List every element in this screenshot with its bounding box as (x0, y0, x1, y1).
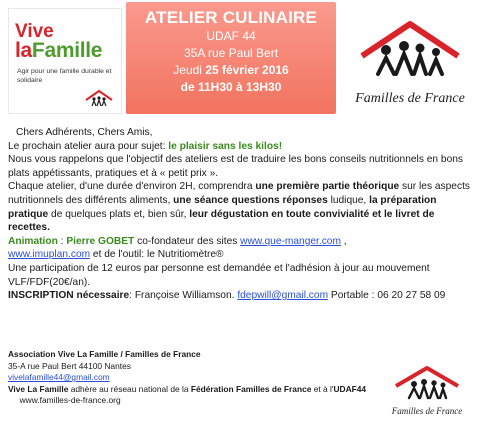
logo-la: la (15, 39, 32, 62)
animation-paragraph (8, 235, 474, 262)
familles-de-france-small-icon (84, 88, 114, 110)
p2-a: Chaque atelier, d'une durée d'environ 2H, comprendra (8, 181, 256, 193)
anim-text: co-fondateur des sites (134, 235, 241, 247)
banner-date (126, 62, 336, 79)
subject-line (8, 140, 474, 154)
anim-text2: et de l'outil: le Nutritiomètre® (90, 249, 224, 261)
familles-de-france-logo (348, 8, 472, 112)
logo-famille: Famille (31, 39, 103, 62)
p2-g: de quelques plats et, bien sûr, (48, 208, 190, 220)
logo-vive: Vive (15, 21, 54, 42)
footer-adhere-d: et à l' (311, 383, 334, 394)
logo-la-famille (15, 39, 102, 63)
animator-name: Pierre GOBET (66, 235, 135, 247)
footer-email-link[interactable]: vivelafamille44@gmail.com (8, 372, 110, 383)
footer-adhere-b: adhère au réseau national de la (68, 383, 191, 394)
banner-title: ATELIER CULINAIRE (144, 8, 318, 27)
anim-comma: , (340, 235, 347, 247)
banner-date-bold: 25 février 2016 (205, 63, 289, 77)
footer-adhere-a: Vive La Famille (8, 383, 69, 394)
banner-date-prefix: Jeudi (173, 63, 206, 77)
p2-e: ludique, (327, 194, 370, 206)
footer-adhere-e: UDAF44 (333, 383, 367, 394)
inscription-paragraph (8, 289, 474, 303)
ff-logo-text: Familles de France (355, 91, 465, 106)
inscription-text: : Françoise Williamson. (129, 290, 238, 302)
subject-highlight: le plaisir sans les kilos! (168, 140, 283, 152)
anim-sep: : (57, 235, 67, 247)
logo-tagline: Agir pour une famille durable et solidaire (17, 68, 112, 84)
banner-org: UDAF 44 (206, 29, 256, 43)
contact-email-link[interactable]: fdepwill@gmail.com (237, 290, 329, 302)
event-banner (126, 2, 336, 114)
participation-paragraph: Une participation de 12 euros par personne est demandée et l'adhésion à jour au mouvement VLF/FDF(20€/an). (8, 262, 430, 288)
subject-text: Le prochain atelier aura pour sujet: (8, 140, 169, 152)
intro-paragraph: Nous vous rappelons que l'objectif des ateliers est de traduire les bons conseils nutritionnels en bons plats appétissants, pratiques et à « petit prix ». (8, 154, 463, 179)
portable-number: Portable : 06 20 27 58 09 (328, 290, 446, 302)
banner-address: 35A rue Paul Bert (183, 46, 279, 60)
imuplan-link[interactable]: www.imuplan.com (8, 249, 91, 261)
footer (8, 349, 388, 407)
program-paragraph (8, 180, 474, 234)
footer-adhere-c: Fédération Familles de France (190, 383, 312, 394)
inscription-label: INSCRIPTION nécessaire (8, 290, 130, 302)
que-manger-link[interactable]: www.que-manger.com (240, 235, 341, 247)
footer-assoc: Association Vive La Famille / Familles de France (8, 349, 201, 359)
p2-h: leur dégustation en toute convivialité et le livret de recettes. (8, 208, 435, 234)
greeting: Chers Adhérents, Chers Amis, (16, 127, 153, 138)
footer-address: 35-A rue Paul Bert 44100 Nantes (8, 360, 131, 371)
p2-b: une première partie théorique (255, 181, 400, 193)
animation-label: Animation (8, 235, 58, 247)
ff-logo2-text: Familles de France (391, 406, 463, 416)
p2-f: la préparation pratique (8, 194, 437, 220)
familles-de-france-footer-logo (388, 360, 466, 420)
p2-c: sur les aspects nutritionnels des différents aliments, (8, 181, 470, 206)
banner-time: de 11H30 à 13H30 (180, 80, 282, 94)
p2-d: une séance questions réponses (173, 194, 328, 206)
body-text (8, 126, 474, 303)
footer-website: www.familles-de-france.org (8, 395, 121, 406)
footer-adhere (8, 384, 388, 407)
